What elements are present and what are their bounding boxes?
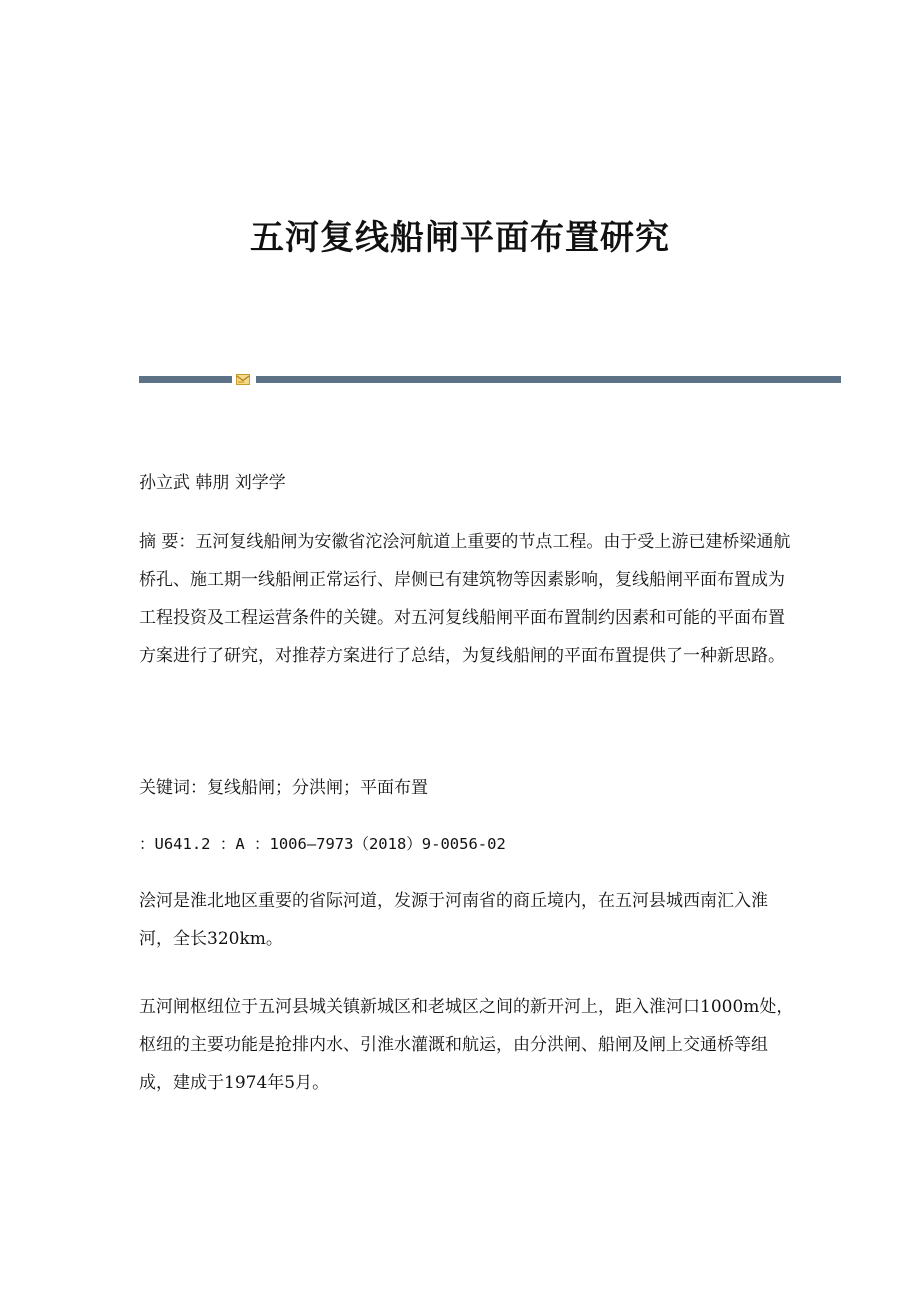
keywords-line: 关键词：复线船闸；分洪闸；平面布置 (139, 778, 428, 798)
authors-line: 孙立武 韩朋 刘学学 (139, 473, 286, 493)
body-paragraph: 五河闸枢纽位于五河县城关镇新城区和老城区之间的新开河上，距入淮河口1000m处，枢纽的主要功能是抢排内水、引淮水灌溉和航运，由分洪闸、船闸及闸上交通桥等组成，建成于1974年5月。 (139, 997, 794, 1093)
title-divider (139, 373, 841, 387)
body-paragraph: 浍河是淮北地区重要的省际河道，发源于河南省的商丘境内，在五河县城西南汇入淮河，全长320km。 (139, 891, 768, 949)
abstract-paragraph: 摘 要：五河复线船闸为安徽省沱浍河航道上重要的节点工程。由于受上游已建桥梁通航桥孔、施工期一线船闸正常运行、岸侧已有建筑物等因素影响，复线船闸平面布置成为工程投资及工程运营条件的关键。对五河复线船闸平面布置制约因素和可能的平面布置方案进行了研究，对推荐方案进行了总结，为复线船闸的平面布置提供了一种新思路。 (139, 532, 791, 666)
envelope-icon (236, 373, 250, 386)
divider-bar-right (256, 376, 841, 383)
classification-line: ：U641.2 ：A ：1006—7973（2018）9-0056-02 (139, 835, 506, 853)
document-title: 五河复线船闸平面布置研究 (250, 218, 670, 258)
divider-bar-left (139, 376, 232, 383)
